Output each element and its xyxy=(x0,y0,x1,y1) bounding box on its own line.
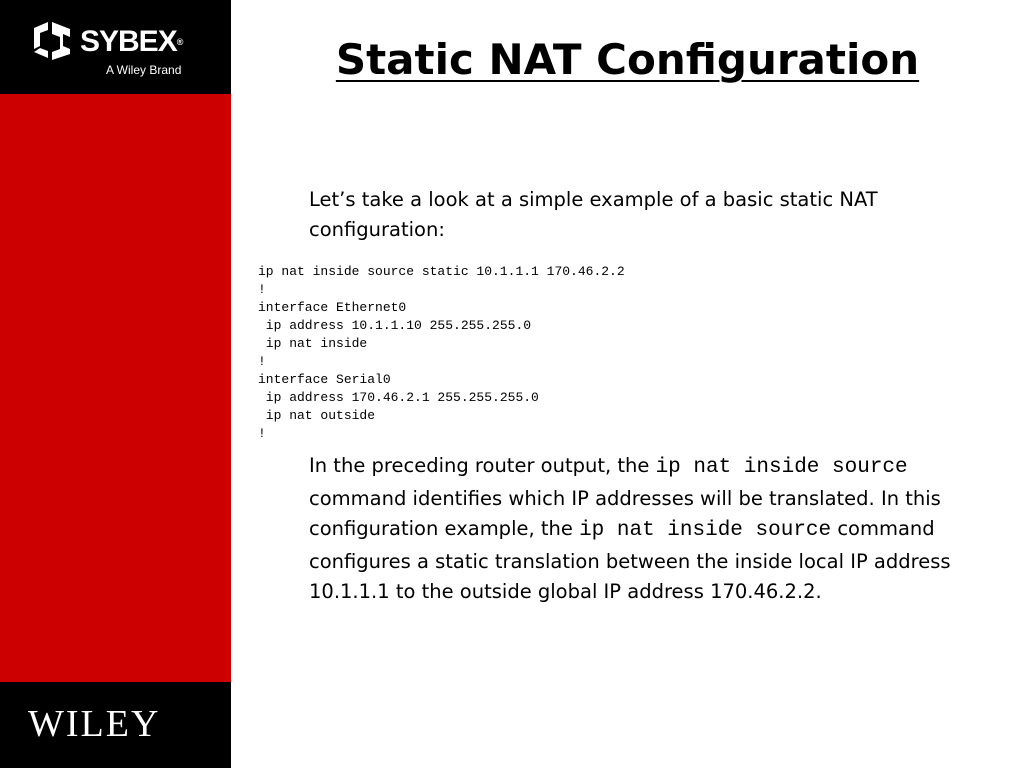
explanation-text: In the preceding router output, the xyxy=(309,454,656,477)
code-line: ! xyxy=(258,354,266,369)
code-line: ! xyxy=(258,282,266,297)
code-line: ip nat outside xyxy=(258,408,376,423)
code-line: interface Serial0 xyxy=(258,372,391,387)
sybex-wordmark: SYBEX® xyxy=(80,25,184,58)
sybex-logo xyxy=(30,18,190,78)
explanation-text: command configures a static translation between the inside local IP address 10.1.1.1 to the outside global IP address 170.46.2.2. xyxy=(309,517,951,603)
inline-command: ip nat inside source xyxy=(655,456,908,479)
code-line: ip nat inside xyxy=(258,336,368,351)
brand-sidebar xyxy=(0,0,231,768)
code-line: ip address 170.46.2.1 255.255.255.0 xyxy=(258,390,539,405)
code-line: ip nat inside source static 10.1.1.1 170.46.2.2 xyxy=(258,264,625,279)
explanation-text: command identifies which IP addresses will be translated. In this configuration example, the xyxy=(309,486,941,540)
slide-title xyxy=(231,30,1024,90)
code-line: ! xyxy=(258,426,266,441)
sybex-logo-panel xyxy=(0,0,231,94)
intro-paragraph: Let’s take a look at a simple example of a basic static NAT configuration: xyxy=(309,188,878,241)
sybex-tagline: A Wiley Brand xyxy=(106,63,182,77)
code-line: ip address 10.1.1.10 255.255.255.0 xyxy=(258,318,532,333)
wiley-logo: WILEY xyxy=(28,703,161,745)
sybex-emblem-icon xyxy=(30,18,74,62)
explanation-paragraph xyxy=(309,451,999,608)
inline-command: ip nat inside source xyxy=(579,519,832,542)
slide-title-text: Static NAT Configuration xyxy=(335,35,920,84)
router-config-code xyxy=(258,263,625,443)
code-line: interface Ethernet0 xyxy=(258,300,407,315)
